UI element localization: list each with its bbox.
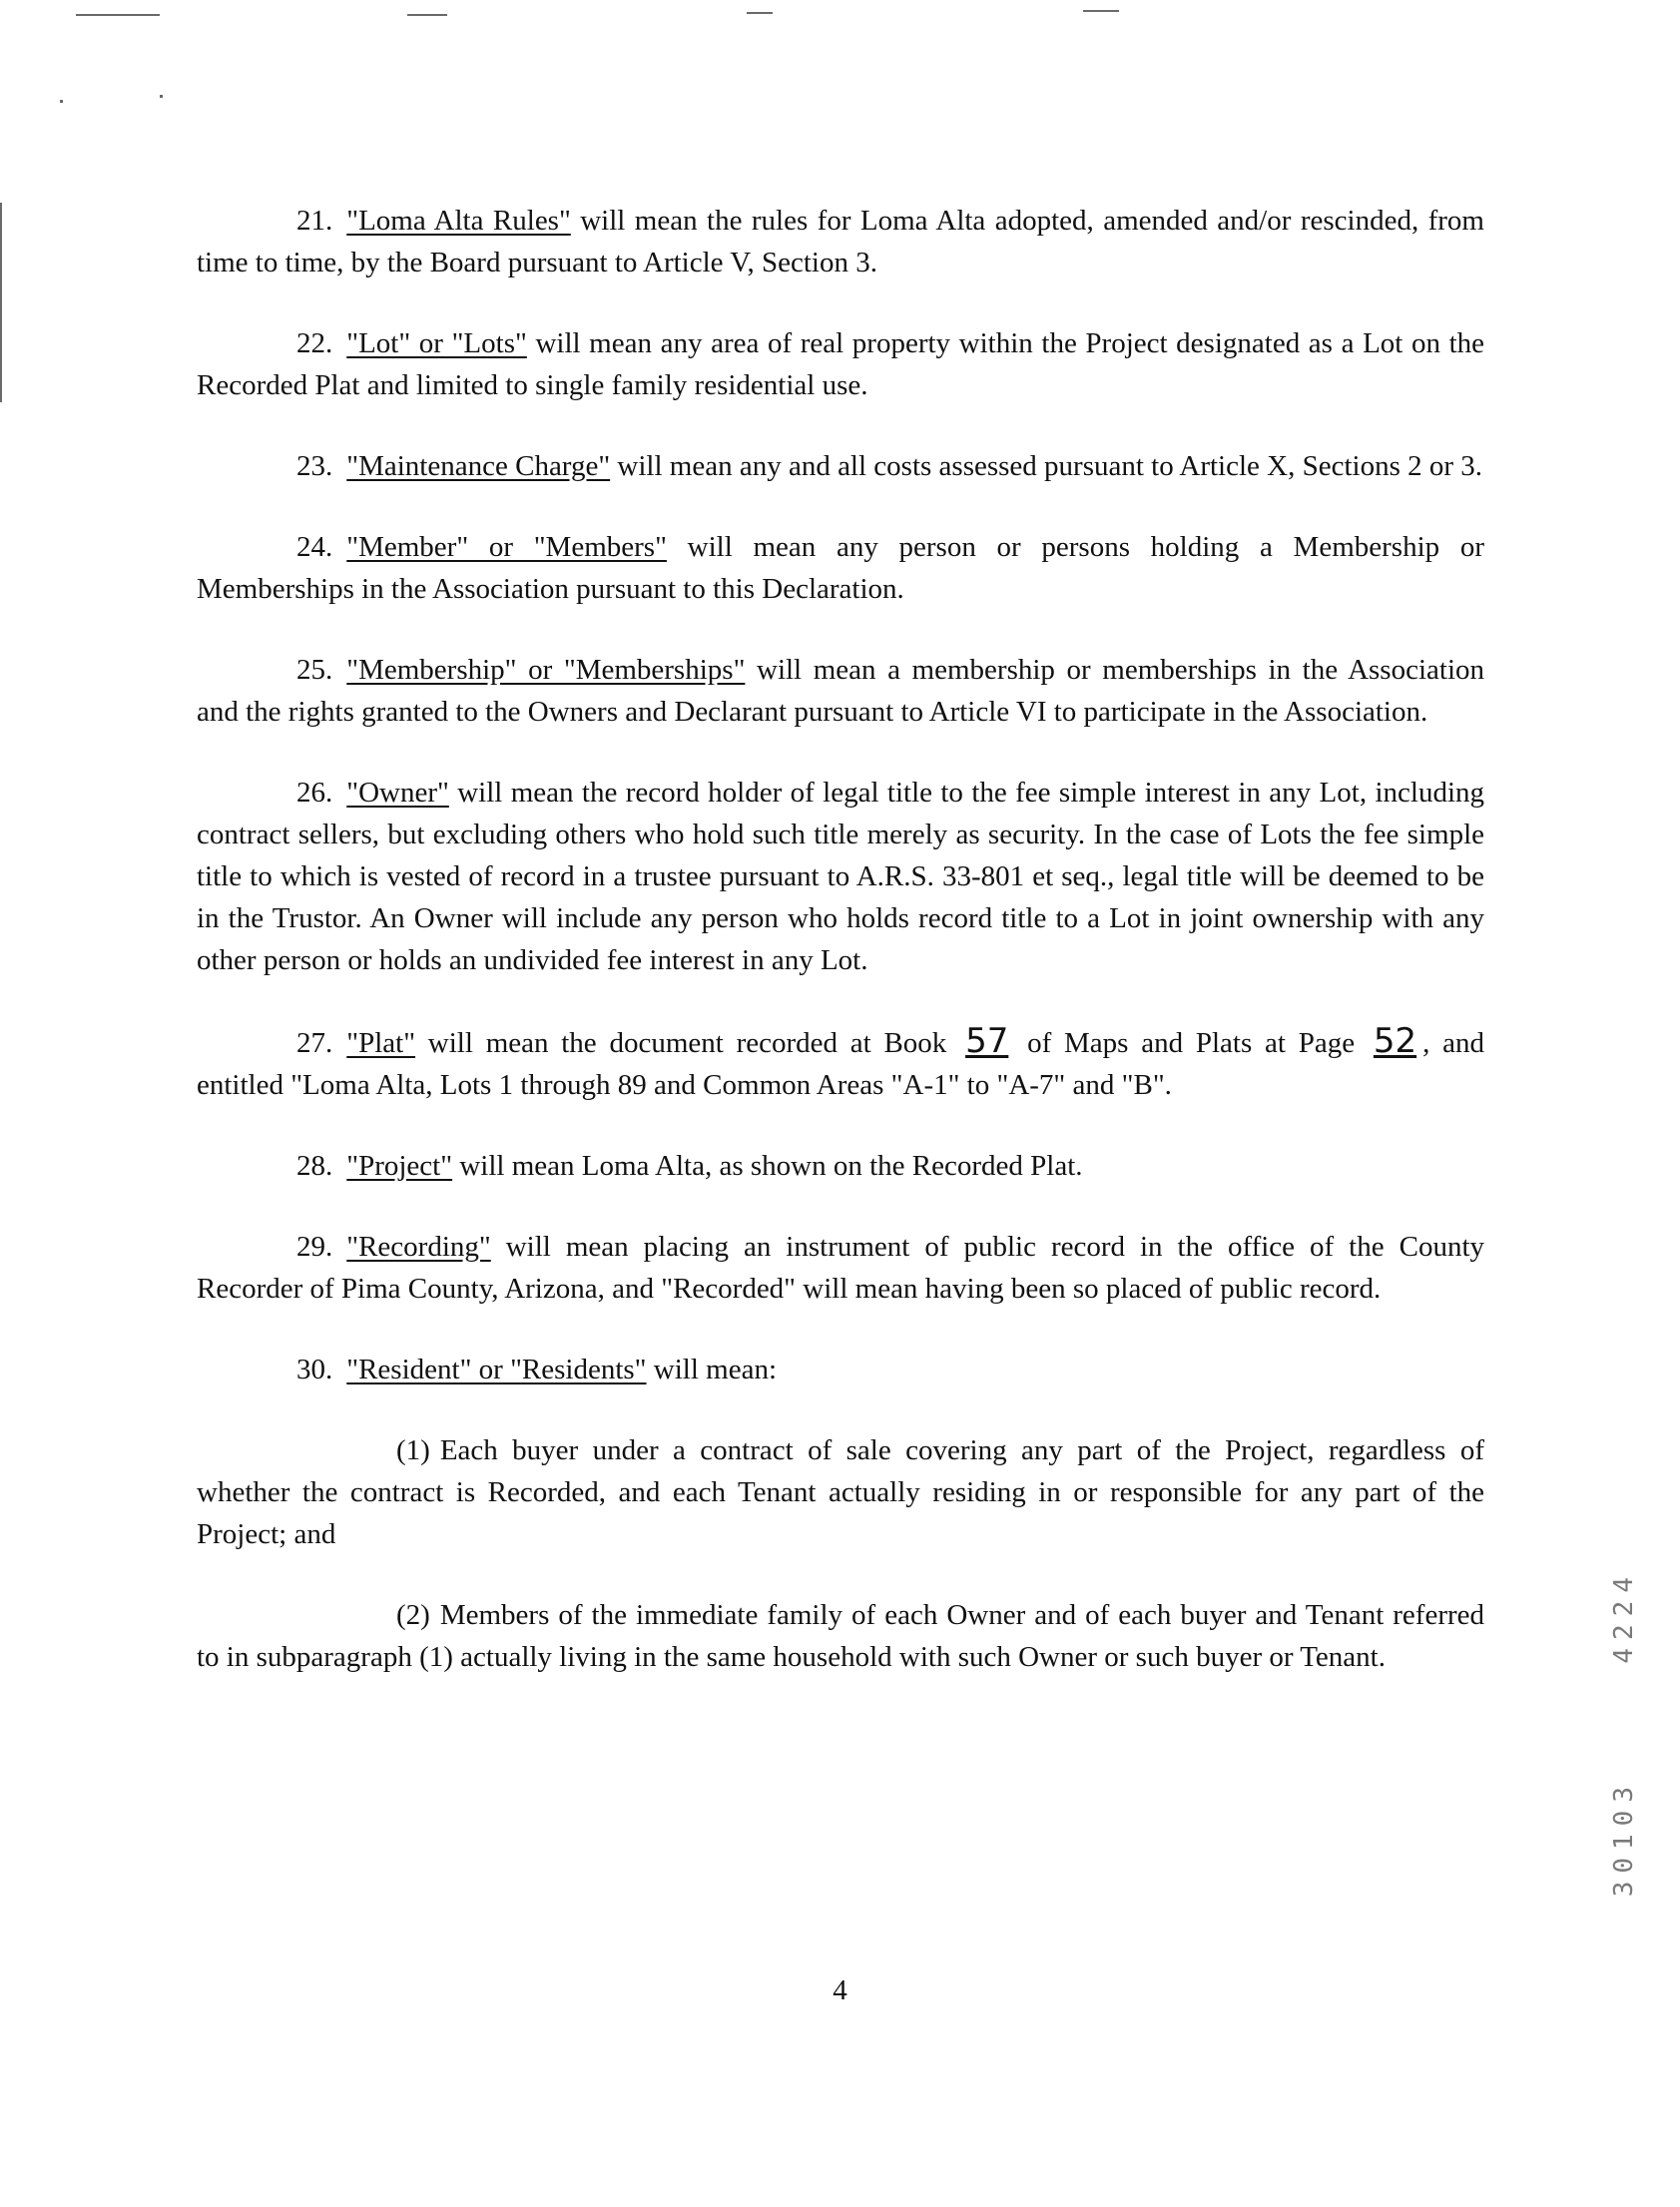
- defined-term: "Owner": [346, 777, 449, 809]
- definition-text: will mean any person or persons holding a Membership or Memberships in the Association pursuant to this Declaration.: [197, 531, 1485, 605]
- defined-term: "Project": [346, 1150, 453, 1182]
- definition-text: , and entitled "Loma Alta, Lots 1 through 89 and Common Areas "A-1" to "A-7" and "B".: [197, 1027, 1485, 1101]
- definition-paragraph: [197, 200, 1484, 283]
- scan-dot-1: [60, 100, 63, 103]
- scan-mark-top-4: [1083, 10, 1119, 12]
- definition-paragraph: [197, 649, 1484, 733]
- defined-term: "Resident" or "Residents": [346, 1354, 647, 1385]
- scan-mark-top-2: [407, 14, 447, 16]
- definition-text: will mean the rules for Loma Alta adopted, amended and/or rescinded, from time to time, by the Board pursuant to Article V, Section 3.: [197, 205, 1484, 278]
- paragraph-number: 27.: [296, 1027, 333, 1059]
- definition-paragraph: [197, 322, 1484, 406]
- subparagraph-text: Each buyer under a contract of sale covering any part of the Project, regardless of whether the contract is Recorded, and each Tenant actually residing in or responsible for any part of the Project; and: [197, 1434, 1484, 1550]
- definition-paragraph: [197, 1349, 1484, 1390]
- paragraph-number: 28.: [296, 1150, 333, 1182]
- definition-paragraph: [197, 1145, 1484, 1187]
- scan-dot-2: [160, 95, 163, 98]
- page-number: 4: [833, 1974, 847, 2006]
- paragraph-number: 29.: [296, 1231, 333, 1263]
- definition-text: will mean:: [646, 1354, 778, 1385]
- defined-term: "Plat": [346, 1027, 416, 1059]
- subparagraph: [197, 1429, 1484, 1555]
- margin-stamp-bottom: 30103: [1609, 1779, 1639, 1898]
- handwritten-page-number: 52: [1373, 1021, 1417, 1061]
- definition-paragraph: [197, 1226, 1484, 1310]
- paragraph-number: 30.: [296, 1354, 333, 1385]
- subparagraph-text: Members of the immediate family of each Owner and of each buyer and Tenant referred to in subparagraph (1) actually living in the same household with such Owner or such buyer or Tenant.: [197, 1599, 1484, 1673]
- scan-mark-top-1: [76, 14, 160, 16]
- subparagraph: [197, 1594, 1484, 1678]
- scan-mark-left-edge: [0, 203, 2, 402]
- defined-term: "Member" or "Members": [346, 531, 667, 563]
- defined-term: "Loma Alta Rules": [346, 205, 571, 237]
- paragraph-number: 26.: [296, 777, 333, 809]
- plat-definition-paragraph: [197, 1020, 1484, 1106]
- defined-term: "Lot" or "Lots": [346, 327, 527, 359]
- definition-text: will mean Loma Alta, as shown on the Recorded Plat.: [452, 1150, 1083, 1182]
- definition-text: of Maps and Plats at Page: [1014, 1027, 1368, 1059]
- paragraph-number: 23.: [296, 450, 333, 482]
- handwritten-book-number: 57: [965, 1021, 1009, 1061]
- subparagraph-label: (1): [396, 1434, 430, 1466]
- defined-term: "Recording": [346, 1231, 491, 1263]
- defined-term: "Membership" or "Memberships": [346, 654, 746, 686]
- document-body: [197, 200, 1484, 1717]
- margin-stamp-top: 4224: [1609, 1569, 1639, 1664]
- definition-text: will mean a membership or memberships in the Association and the rights granted to the Owners and Declarant pursuant to Article VI to participate in the Association.: [197, 654, 1484, 728]
- scan-mark-top-3: [747, 12, 773, 14]
- definition-text: will mean the document recorded at Book: [415, 1027, 960, 1059]
- defined-term: "Maintenance Charge": [346, 450, 611, 482]
- definition-text: will mean any area of real property within the Project designated as a Lot on the Recorded Plat and limited to single family residential use.: [197, 327, 1484, 401]
- paragraph-number: 22.: [296, 327, 333, 359]
- definition-paragraph: [197, 526, 1484, 610]
- definition-text: will mean any and all costs assessed pursuant to Article X, Sections 2 or 3.: [610, 450, 1483, 482]
- definition-paragraph: [197, 445, 1484, 487]
- paragraph-number: 24.: [296, 531, 333, 563]
- paragraph-number: 25.: [296, 654, 333, 686]
- subparagraph-label: (2): [396, 1599, 430, 1631]
- paragraph-number: 21.: [296, 205, 333, 237]
- definition-text: will mean the record holder of legal title to the fee simple interest in any Lot, including contract sellers, but excluding others who hold such title merely as security. In the case of Lots the fee simple title to which is vested of record in a trustee pursuant to A.R.S. 33-801 et seq., legal title will be deemed to be in the Trustor. An Owner will include any person who holds record title to a Lot in joint ownership with any other person or holds an undivided fee interest in any Lot.: [197, 777, 1484, 976]
- definition-text: will mean placing an instrument of public record in the office of the County Recorder of Pima County, Arizona, and "Recorded" will mean having been so placed of public record.: [197, 1231, 1484, 1305]
- definition-paragraph: [197, 772, 1484, 981]
